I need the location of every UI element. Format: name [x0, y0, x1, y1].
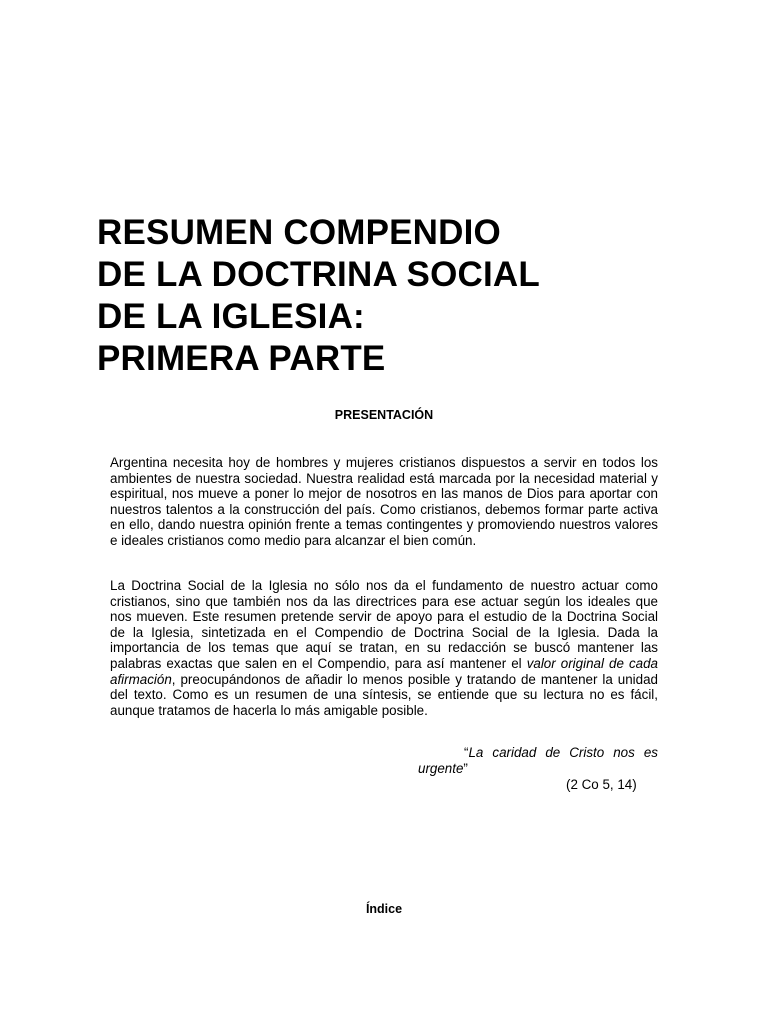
quote-line-1 [418, 745, 658, 761]
paragraph-1: Argentina necesita hoy de hombres y mujeres cristianos dispuestos a servir en todos los ambientes de nuestra sociedad. Nuestra realidad está marcada por la necesidad material y espiritual, nos mueve a poner lo mejor de nosotros en las manos de Dios para aportar con nuestros talentos a la construcción del país. Como cristianos, debemos formar parte activa en ello, dando nuestra opinión frente a temas contingentes y promoviendo nuestros valores e ideales cristianos como medio para alcanzar el bien común. [110, 455, 658, 548]
index-heading: Índice [365, 902, 403, 916]
title-line: RESUMEN COMPENDIO [97, 213, 501, 252]
epigraph-quote [418, 745, 658, 793]
title-line: DE LA DOCTRINA SOCIAL [97, 255, 540, 294]
paragraph-2-text-b: , preocupándonos de añadir lo menos posible y tratando de mantener la unidad del texto. Como es un resumen de una síntesis, se entiende que su lectura no es fácil, aunque tratamos de hacerla lo más amigable posible. [110, 671, 658, 718]
paragraph-2 [110, 578, 658, 718]
quote-open-mark: “ [464, 745, 469, 760]
document-title [97, 212, 697, 380]
paragraph-2-emphasis: valor original de cada afirmación [110, 655, 658, 687]
quote-line-2 [418, 761, 658, 777]
section-heading-presentacion: PRESENTACIÓN [334, 408, 434, 422]
title-line: PRIMERA PARTE [97, 339, 386, 378]
quote-reference: (2 Co 5, 14) [566, 777, 637, 792]
quote-text-line-1: La caridad de Cristo nos es [468, 745, 658, 760]
paragraph-2-text-a: La Doctrina Social de la Iglesia no sólo nos da el fundamento de nuestro actuar como cristianos, sino que también nos da las directrices para ese actuar según los ideales que nos mueven. Este resumen pretende servir de apoyo para el estudio de la Doctrina Social de la Iglesia, sintetizada en el Compendio de Doctrina Social de la Iglesia. Dada la importancia de los temas que aquí se tratan, en su redacción se buscó mantener las palabras exactas que salen en el Compendio, para así mantener el [110, 578, 658, 671]
title-line: DE LA IGLESIA: [97, 297, 365, 336]
quote-close-mark: ” [463, 761, 468, 776]
quote-text-line-2: urgente [418, 761, 464, 776]
